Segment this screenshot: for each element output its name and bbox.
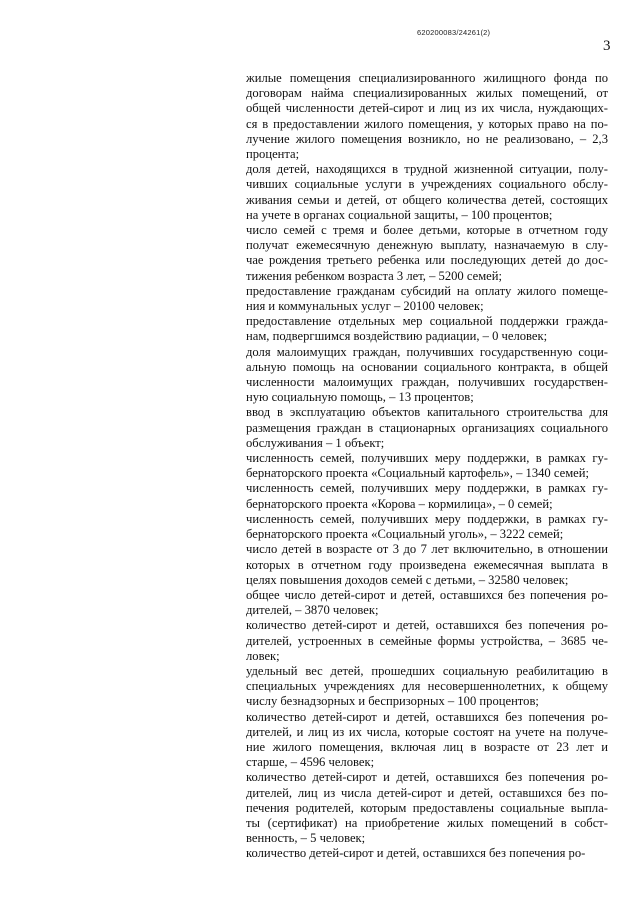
paragraph [246,542,608,588]
page-number: 3 [603,38,611,54]
document-body [246,71,608,862]
text-line: численность семей, получивших меру поддержки, в рамках гу- [246,451,608,466]
text-line: лучение жилого помещения возникло, но не реализовано, – 2,3 [246,131,608,146]
text-line: ную социальную помощь, – 13 процентов; [246,390,474,405]
text-line: количество детей-сирот и детей, оставшихся без попечения ро- [246,846,586,861]
text-line: бернаторского проекта «Социальный уголь», – 3222 семей; [246,527,564,542]
text-line: печения родителей, которым предоставлены социальные выпла- [246,800,608,815]
text-line: количество детей-сирот и детей, оставшихся без попечения ро- [246,709,608,724]
text-line: обслуживания – 1 объект; [246,435,385,450]
paragraph [246,284,608,314]
text-line: числу безнадзорных и беспризорных – 100 процентов; [246,694,539,709]
text-line: общее число детей-сирот и детей, оставшихся без попечения ро- [246,587,608,602]
text-line: количество детей-сирот и детей, оставшихся без попечения ро- [246,770,608,785]
text-line: количество детей-сирот и детей, оставшихся без попечения ро- [246,618,608,633]
text-line: бернаторского проекта «Корова – кормилица», – 0 семей; [246,496,553,511]
paragraph [246,223,608,284]
paragraph [246,618,608,664]
paragraph [246,314,608,344]
text-line: дителей, лиц из числа детей-сирот и детей, оставшихся без по- [246,785,608,800]
paragraph [246,710,608,771]
text-line: бернаторского проекта «Социальный картофель», – 1340 семей; [246,466,590,481]
paragraph [246,162,608,223]
text-line: ловек; [246,648,280,663]
text-line: на учете в органах социальной защиты, – 100 процентов; [246,207,553,222]
text-line: старше, – 4596 человек; [246,755,375,770]
text-line: живания семьи и детей, от общего количества детей, состоящих [246,192,608,207]
text-line: общей численности детей-сирот и лиц из их числа, нуждающих- [246,101,608,116]
text-line: которых в отчетном году произведена ежемесячная выплата в [246,557,608,572]
text-line: число семей с тремя и более детьми, которые в отчетном году [246,223,608,238]
paragraph [246,481,608,511]
text-line: ние жилого помещения, включая лиц в возрасте от 23 лет и [246,739,608,754]
paragraph [246,405,608,451]
text-line: чае рождения третьего ребенка или последующих детей до дос- [246,253,608,268]
text-line: ты (сертификат) на приобретение жилых помещений в собст- [246,815,608,830]
text-line: специальных учреждениях для несовершеннолетних, к общему [246,679,608,694]
text-line: численность семей, получивших меру поддержки, в рамках гу- [246,511,608,526]
text-line: дителей, – 3870 человек; [246,603,379,618]
text-line: предоставление отдельных мер социальной поддержки гражда- [246,314,608,329]
text-line: чивших социальные услуги в учреждениях социального обслу- [246,177,608,192]
paragraph [246,345,608,406]
text-line: венность, – 5 человек; [246,831,366,846]
text-line: ся в предоставлении жилого помещения, у которых право на по- [246,116,608,131]
text-line: доля детей, находящихся в трудной жизненной ситуации, полу- [246,162,608,177]
paragraph [246,664,608,710]
paragraph [246,770,608,846]
text-line: удельный вес детей, прошедших социальную реабилитацию в [246,663,608,678]
document-number: 620200083/24261(2) [417,28,491,37]
text-line: число детей в возрасте от 3 до 7 лет включительно, в отношении [246,542,608,557]
paragraph [246,512,608,542]
text-line: предоставление гражданам субсидий на оплату жилого помеще- [246,283,608,298]
text-line: ния и коммунальных услуг – 20100 человек; [246,299,484,314]
text-line: дителей, и лиц из их числа, которые состоят на учете на получе- [246,724,608,739]
text-line: дителей, устроенных в семейные формы устройства, – 3685 че- [246,633,608,648]
text-line: доля малоимущих граждан, получивших государственную соци- [246,344,608,359]
text-line: тижения ребенком возраста 3 лет, – 5200 семей; [246,268,502,283]
text-line: процента; [246,147,300,162]
text-line: жилые помещения специализированного жилищного фонда по [246,71,608,85]
text-line: получат ежемесячную денежную выплату, назначаемую в слу- [246,238,608,253]
paragraph [246,451,608,481]
text-line: нам, подвергшимся воздействию радиации, – 0 человек; [246,329,548,344]
text-line: целях повышения доходов семей с детьми, – 32580 человек; [246,572,569,587]
text-line: размещения граждан в стационарных организациях социального [246,420,608,435]
text-line: альную помощь на основании социального контракта, в общей [246,359,608,374]
paragraph [246,846,608,861]
text-line: численность семей, получивших меру поддержки, в рамках гу- [246,481,608,496]
text-line: численности малоимущих граждан, получивших государствен- [246,375,608,390]
text-line: ввод в эксплуатацию объектов капитального строительства для [246,405,608,420]
paragraph [246,588,608,618]
paragraph [246,71,608,162]
text-line: договорам найма специализированных жилых помещений, от [246,86,608,101]
